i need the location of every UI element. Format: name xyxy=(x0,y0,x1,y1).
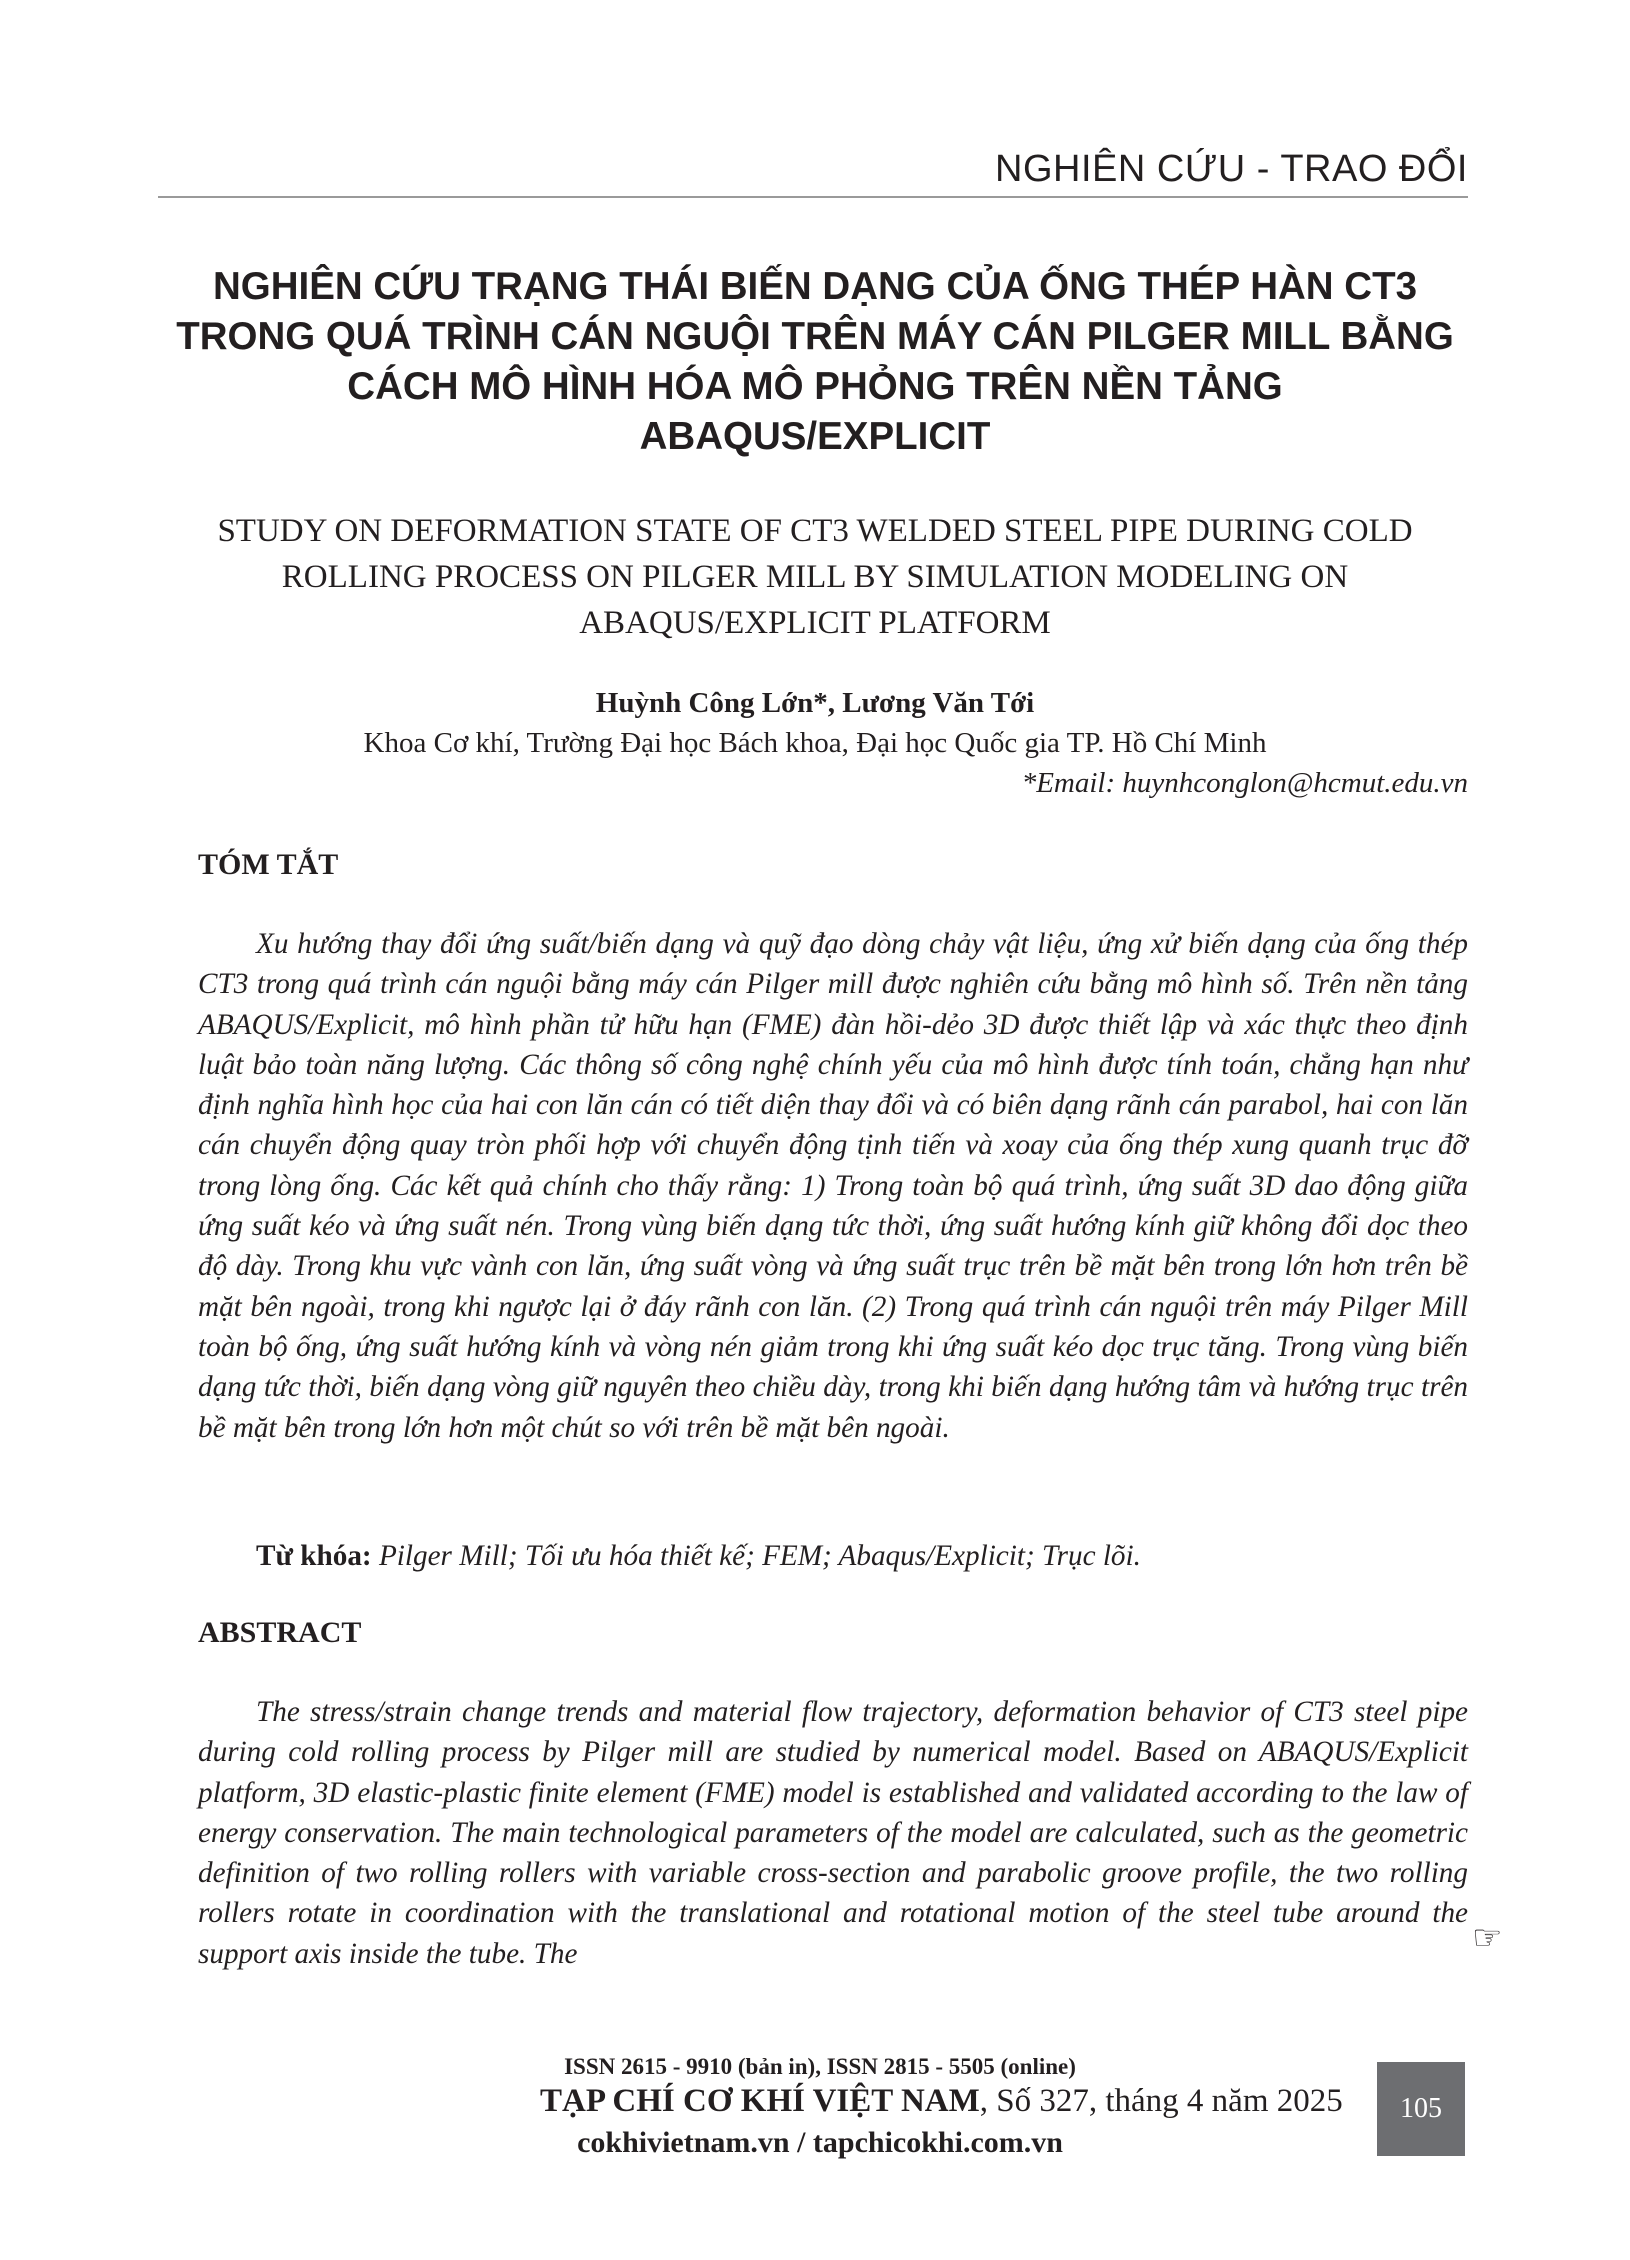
article-title-vietnamese: NGHIÊN CỨU TRẠNG THÁI BIẾN DẠNG CỦA ỐNG THÉP HÀN CT3 TRONG QUÁ TRÌNH CÁN NGUỘI TRÊN MÁY CÁN PILGER MILL BẰNG CÁCH MÔ HÌNH HÓA MÔ PHỎNG TRÊN NỀN TẢNG ABAQUS/EXPLICIT xyxy=(176,265,1454,458)
summary-heading-vietnamese: TÓM TẮT xyxy=(198,848,339,881)
author-list: Huỳnh Công Lớn*, Lương Văn Tới xyxy=(595,687,1035,719)
journal-name: TẠP CHÍ CƠ KHÍ VIỆT NAM xyxy=(540,2083,980,2119)
corresponding-email: *Email: huynhconglon@hcmut.edu.vn xyxy=(1021,767,1468,799)
journal-issue-line xyxy=(540,2080,1343,2122)
page-number: 105 xyxy=(1377,2062,1465,2156)
header-divider xyxy=(158,196,1468,198)
keywords-label: Từ khóa: xyxy=(256,1540,372,1572)
journal-issue: , Số 327, tháng 4 năm 2025 xyxy=(979,2083,1343,2119)
journal-website: cokhivietnam.vn / tapchicokhi.com.vn xyxy=(577,2126,1063,2159)
keywords-list: Pilger Mill; Tối ưu hóa thiết kế; FEM; Abaqus/Explicit; Trục lõi. xyxy=(378,1540,1141,1572)
section-label: NGHIÊN CỨU - TRAO ĐỔI xyxy=(995,148,1468,190)
keywords-line xyxy=(256,1537,1141,1575)
abstract-text-english: The stress/strain change trends and material flow trajectory, deformation behavior of CT3 steel pipe during cold rolling process by Pilger mill are studied by numerical model. Based on ABAQUS/Explicit platform, 3D elastic-plastic finite element (FME) model is established and validated according to the law of energy conservation. The main technological parameters of the model are calculated, such as the geometric definition of two rolling rollers with variable cross-section and parabolic groove profile, the two rolling rollers rotate in coordination with the translational and rotational motion of the steel tube around the support axis inside the tube. The xyxy=(198,1696,1468,1970)
summary-text-vietnamese: Xu hướng thay đổi ứng suất/biến dạng và quỹ đạo dòng chảy vật liệu, ứng xử biến dạng của ống thép CT3 trong quá trình cán nguội bằng máy cán Pilger mill được nghiên cứu bằng mô hình số. Trên nền tảng ABAQUS/Explicit, mô hình phần tử hữu hạn (FME) đàn hồi-dẻo 3D được thiết lập và xác thực theo định luật bảo toàn năng lượng. Các thông số công nghệ chính yếu của mô hình được tính toán, chẳng hạn như định nghĩa hình học của hai con lăn cán có tiết diện thay đổi và có biên dạng rãnh cán parabol, hai con lăn cán chuyển động quay tròn phối hợp với chuyển động tịnh tiến và xoay của ống thép xung quanh trục đỡ trong lòng ống. Các kết quả chính cho thấy rằng: 1) Trong toàn bộ quá trình, ứng suất 3D dao động giữa ứng suất kéo và ứng suất nén. Trong vùng biến dạng tức thời, ứng suất hướng kính giữ không đổi dọc theo độ dày. Trong khu vực vành con lăn, ứng suất vòng và ứng suất trục trên bề mặt bên trong lớn hơn trên bề mặt bên ngoài, trong khi ngược lại ở đáy rãnh con lăn. (2) Trong quá trình cán nguội trên máy Pilger Mill toàn bộ ống, ứng suất hướng kính và vòng nén giảm trong khi ứng suất kéo dọc trục tăng. Trong vùng biến dạng tức thời, biến dạng vòng giữ nguyên theo chiều dày, trong khi biến dạng hướng tâm và hướng trục trên bề mặt bên trong lớn hơn một chút so với trên bề mặt bên ngoài. xyxy=(198,928,1468,1444)
pointing-hand-icon: ☞ xyxy=(1472,1920,1503,1957)
author-affiliation: Khoa Cơ khí, Trường Đại học Bách khoa, Đại học Quốc gia TP. Hồ Chí Minh xyxy=(363,727,1267,759)
issn-line: ISSN 2615 - 9910 (bản in), ISSN 2815 - 5505 (online) xyxy=(564,2054,1076,2079)
article-title-english: STUDY ON DEFORMATION STATE OF CT3 WELDED STEEL PIPE DURING COLD ROLLING PROCESS ON PILGER MILL BY SIMULATION MODELING ON ABAQUS/EXPLICIT PLATFORM xyxy=(217,513,1413,641)
abstract-heading-english: ABSTRACT xyxy=(198,1616,362,1649)
